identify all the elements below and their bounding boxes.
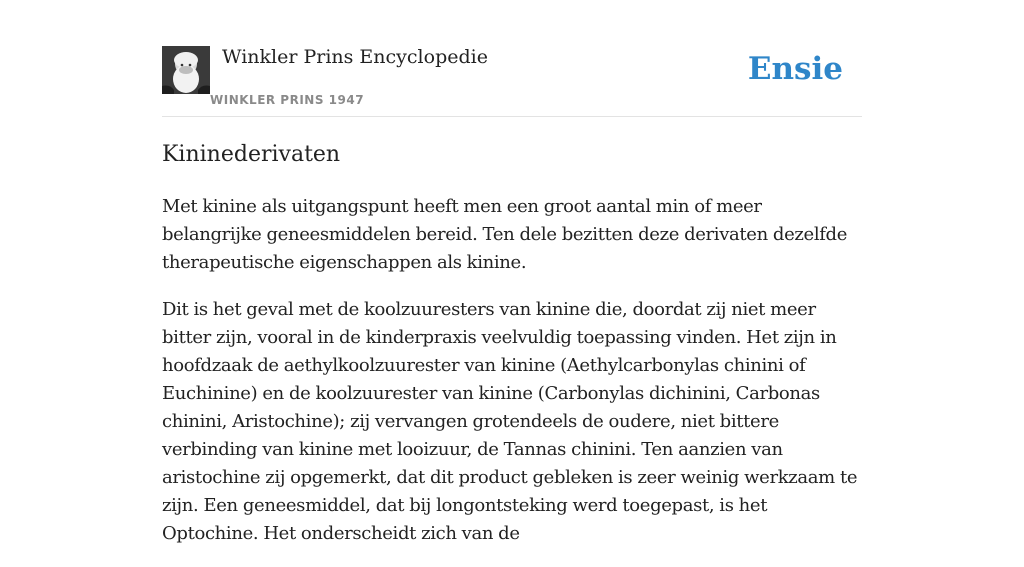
article [162, 140, 862, 567]
article-paragraph: Met kinine als uitgangspunt heeft men een groot aantal min of meer belangrijke geneesmiddelen bereid. Ten dele bezitten deze derivaten dezelfde therapeutische eigenschappen als kinine. [162, 196, 848, 273]
article-paragraph: Dit is het geval met de koolzuuresters van kinine die, doordat zij niet meer bitter zijn, vooral in de kinderpraxis veelvuldig toepassing vinden. Het zijn in hoofdzaak de aethylkoolzuurester van kinine (Aethylcarbonylas chinini of Euchinine) en de koolzuurester van kinine (Carbonylas dichinini, Carbonas chinini, Aristochine); zij vervangen grotendeels de oudere, niet bittere verbinding van kinine met looizuur, de Tannas chinini. Ten aanzien van aristochine zij opgemerkt, dat dit product gebleken is zeer weinig werkzaam te zijn. Een geneesmiddel, dat bij longontsteking werd toegepast, is het Optochine. Het onderscheidt zich van de [162, 299, 858, 544]
source-subtitle: WINKLER PRINS 1947 [210, 93, 365, 107]
ensie-logo[interactable]: Ensie [747, 51, 843, 87]
bearded-man-portrait-icon [162, 46, 210, 94]
source-title-link[interactable]: Winkler Prins Encyclopedie [222, 46, 488, 68]
article-title: Kininederivaten [162, 142, 341, 167]
source-header [162, 46, 862, 117]
source-avatar[interactable] [162, 46, 210, 94]
